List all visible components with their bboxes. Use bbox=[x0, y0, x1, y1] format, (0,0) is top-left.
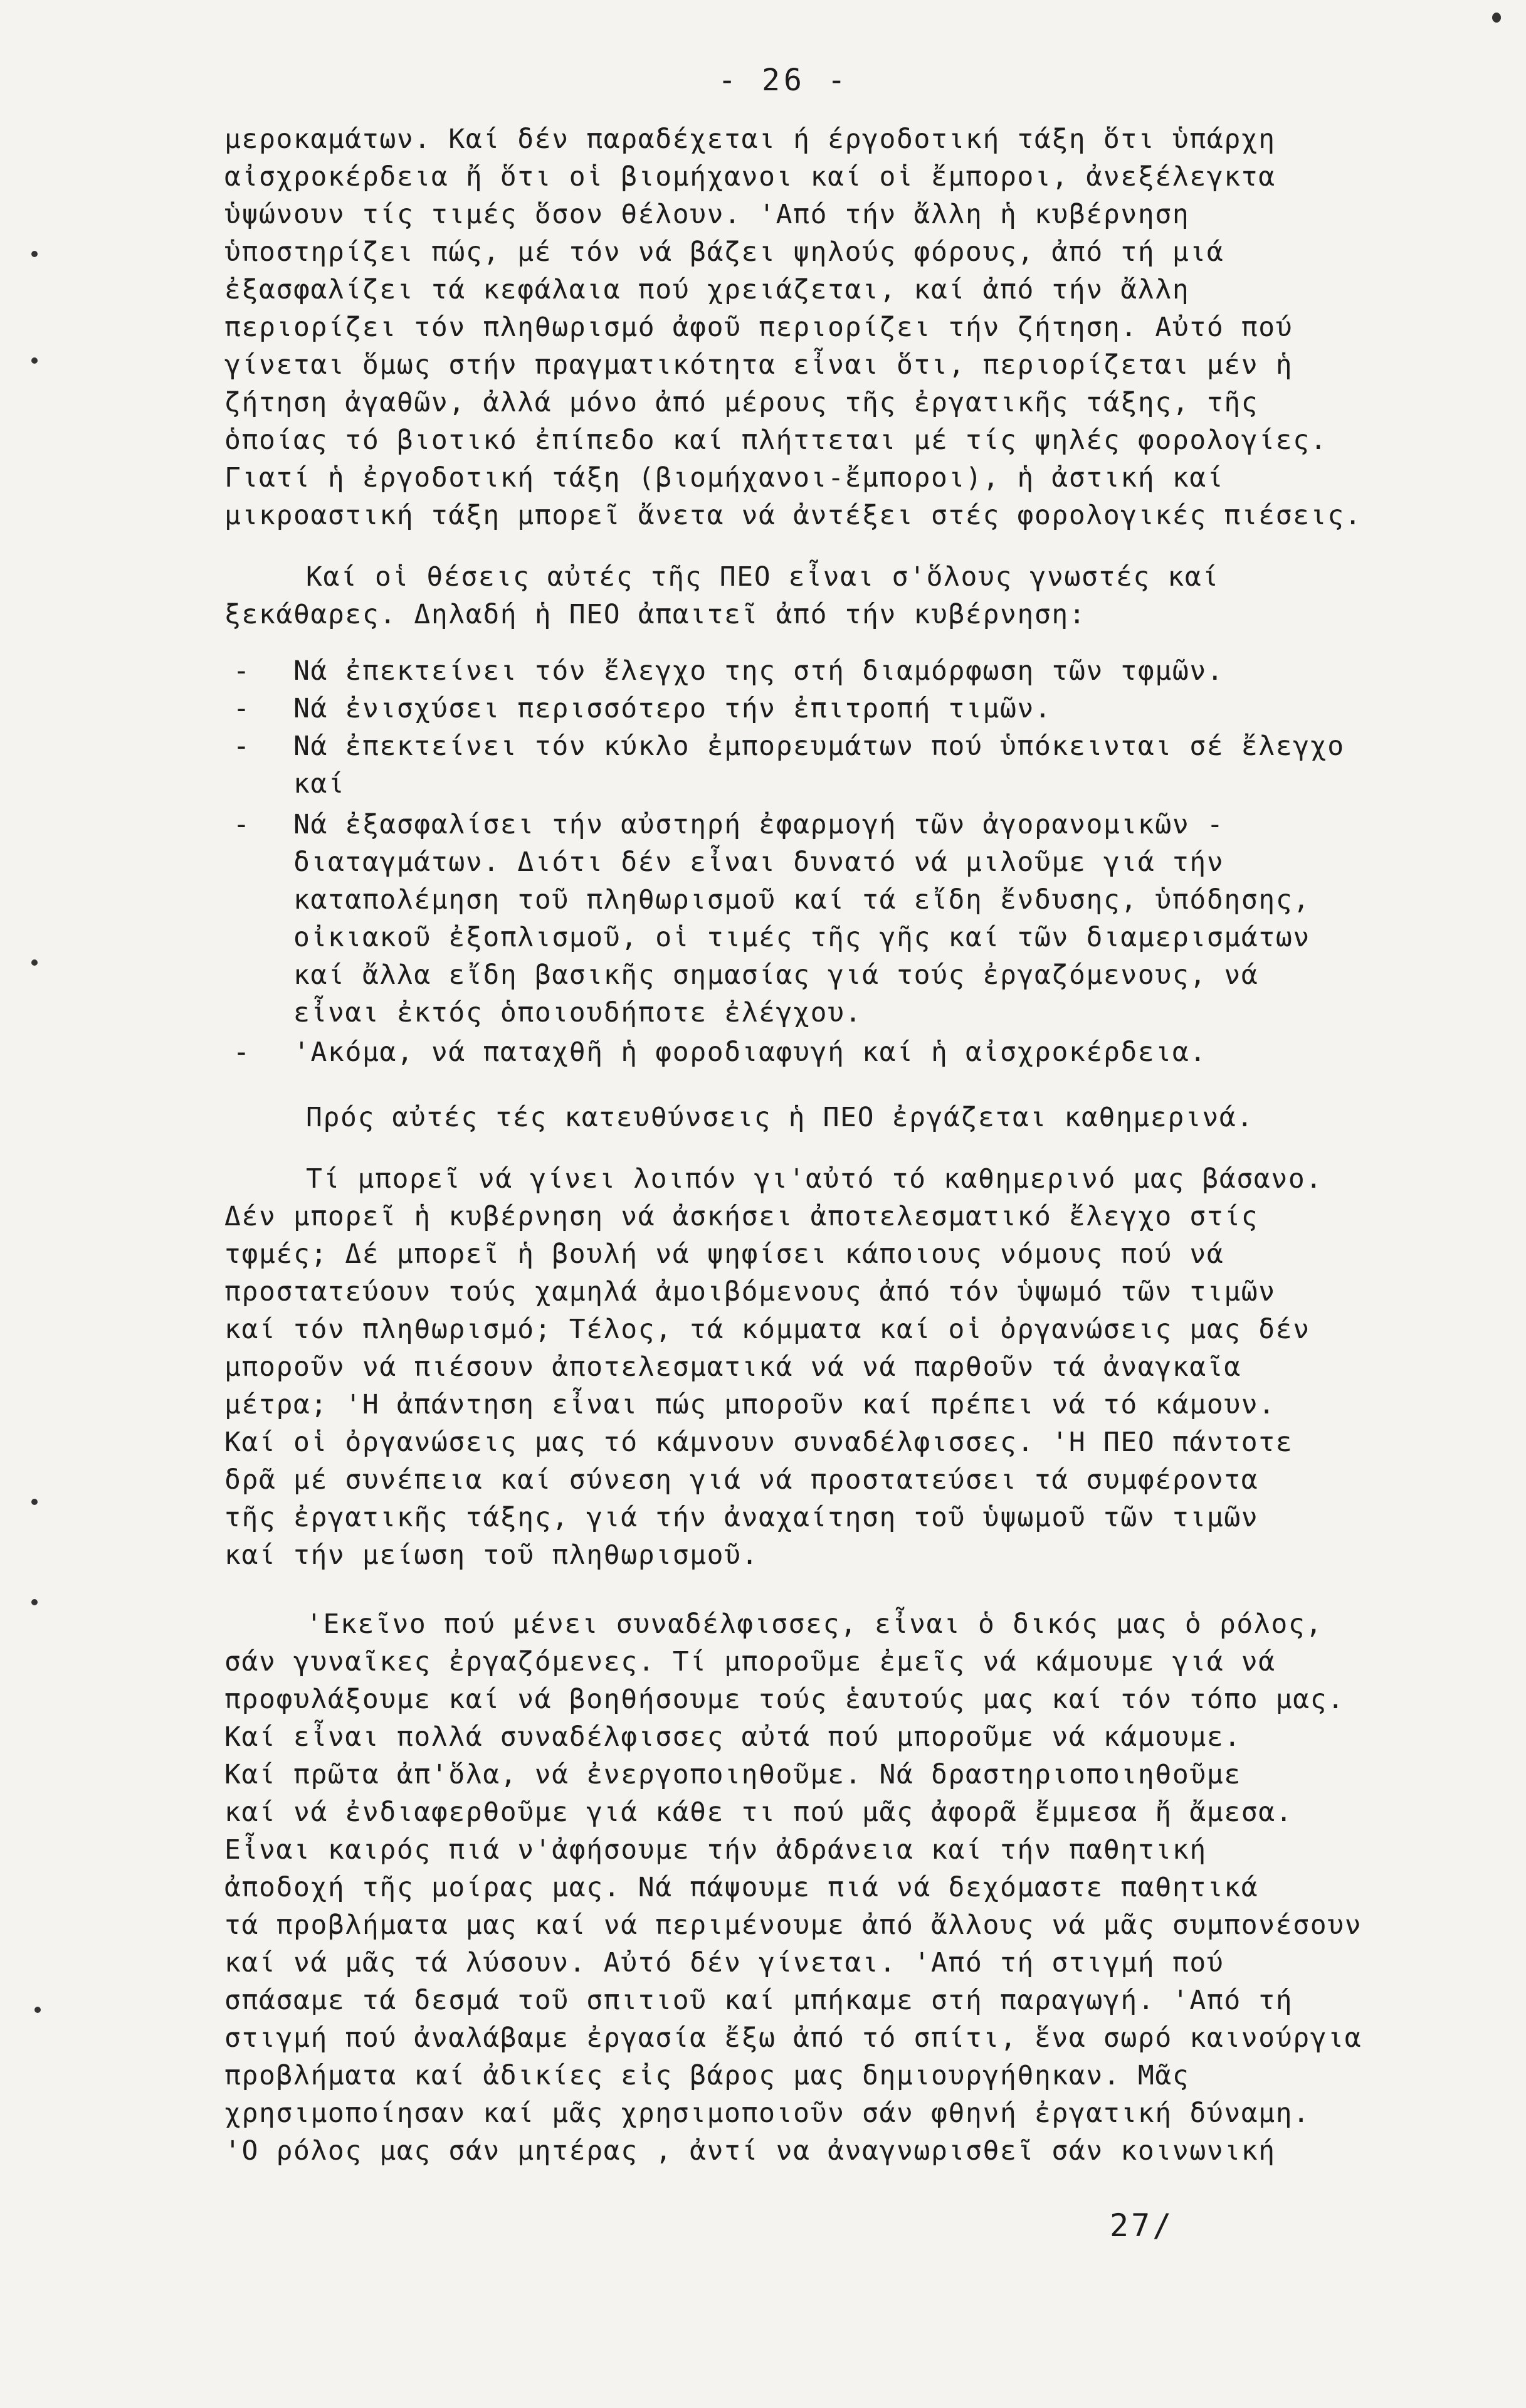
text-line: προβλήματα καί ἀδικίες εἰς βάρος μας δημιουργήθηκαν. Μᾶς bbox=[224, 2060, 1190, 2091]
text-line: ὑποστηρίζει πώς, μέ τόν νά βάζει ψηλούς φόρους, ἀπό τή μιά bbox=[224, 236, 1224, 268]
text-line: ὑψώνουν τίς τιμές ὅσον θέλουν. 'Από τήν ἄλλη ἡ κυβέρνηση bbox=[224, 199, 1190, 230]
list-dash: - bbox=[233, 808, 250, 840]
text-line: αἰσχροκέρδεια ἤ ὅτι οἱ βιομήχανοι καί οἱ ἔμποροι, ἀνεξέλεγκτα bbox=[224, 161, 1276, 193]
list-item-text: 'Ακόμα, νά παταχθῆ ἡ φοροδιαφυγή καί ἡ αἰσχροκέρδεια. bbox=[293, 1037, 1207, 1068]
text-line: περιορίζει τόν πληθωρισμό ἀφοῦ περιορίζει τήν ζήτηση. Αὐτό πού bbox=[224, 312, 1293, 343]
scan-dot bbox=[31, 357, 38, 364]
text-line: 'Ο ρόλος μας σάν μητέρας , ἀντί να ἀναγνωρισθεῖ σάν κοινωνική bbox=[224, 2135, 1276, 2167]
text-line: Καί οἱ ὀργανώσεις μας τό κάμνουν συναδέλφισσες. 'Η ΠΕΟ πάντοτε bbox=[224, 1427, 1293, 1458]
text-line: τφμές; Δέ μπορεῖ ἡ βουλή νά ψηφίσει κάποιους νόμους πού νά bbox=[224, 1238, 1224, 1270]
text-line: σάν γυναῖκες ἐργαζόμενες. Τί μποροῦμε ἐμεῖς νά κάμουμε γιά νά bbox=[224, 1646, 1276, 1677]
scan-dot bbox=[31, 1599, 38, 1605]
text-line: Τί μπορεῖ νά γίνει λοιπόν γι'αὐτό τό καθημερινό μας βάσανο. bbox=[306, 1163, 1323, 1195]
text-line: προστατεύουν τούς χαμηλά ἀμοιβόμενους ἀπό τόν ὑψωμό τῶν τιμῶν bbox=[224, 1276, 1276, 1307]
scan-dot bbox=[31, 959, 38, 966]
scan-dot bbox=[31, 251, 38, 257]
text-line: ὁποίας τό βιοτικό ἐπίπεδο καί πλήττεται μέ τίς ψηλές φορολογίες. bbox=[224, 425, 1328, 456]
text-line: μικροαστική τάξη μπορεῖ ἄνετα νά ἀντέξει στές φορολογικές πιέσεις. bbox=[224, 500, 1362, 531]
list-dash: - bbox=[233, 655, 250, 687]
text-line: Εἶναι καιρός πιά ν'ἀφήσουμε τήν ἀδράνεια καί τήν παθητική bbox=[224, 1834, 1207, 1866]
list-item-text: καί bbox=[293, 768, 345, 800]
scan-dot bbox=[34, 2007, 41, 2013]
text-line: στιγμή πού ἀναλάβαμε ἐργασία ἔξω ἀπό τό σπίτι, ἕνα σωρό καινούργια bbox=[224, 2022, 1362, 2054]
text-line: Καί πρῶτα ἀπ'ὅλα, νά ἐνεργοποιηθοῦμε. Νά δραστηριοποιηθοῦμε bbox=[224, 1759, 1241, 1790]
text-line: ἐξασφαλίζει τά κεφάλαια πού χρειάζεται, καί ἀπό τήν ἄλλη bbox=[224, 274, 1190, 305]
text-line: Καί οἱ θέσεις αὐτές τῆς ΠΕΟ εἶναι σ'ὅλους γνωστές καί bbox=[306, 561, 1219, 593]
text-line: τῆς ἐργατικῆς τάξης, γιά τήν ἀναχαίτηση τοῦ ὑψωμοῦ τῶν τιμῶν bbox=[224, 1502, 1259, 1533]
list-item-text: Νά ἐπεκτείνει τόν ἔλεγχο της στή διαμόρφωση τῶν τφμῶν. bbox=[293, 655, 1224, 687]
list-item-text: οἰκιακοῦ ἐξοπλισμοῦ, οἱ τιμές τῆς γῆς καί τῶν διαμερισμάτων bbox=[293, 922, 1310, 953]
text-line: ξεκάθαρες. Δηλαδή ἡ ΠΕΟ ἀπαιτεῖ ἀπό τήν κυβέρνηση: bbox=[224, 599, 1087, 630]
text-line: χρησιμοποίησαν καί μᾶς χρησιμοποιοῦν σάν φθηνή ἐργατική δύναμη. bbox=[224, 2098, 1310, 2129]
list-dash: - bbox=[233, 1036, 250, 1068]
text-line: ἀποδοχή τῆς μοίρας μας. Νά πάψουμε πιά νά δεχόμαστε παθητικά bbox=[224, 1872, 1259, 1903]
text-line: Δέν μπορεῖ ἡ κυβέρνηση νά ἀσκήσει ἀποτελεσματικό ἔλεγχο στίς bbox=[224, 1201, 1259, 1232]
text-line: Καί εἶναι πολλά συναδέλφισσες αὐτά πού μποροῦμε νά κάμουμε. bbox=[224, 1721, 1241, 1753]
list-dash: - bbox=[233, 730, 250, 762]
text-line: καί τήν μείωση τοῦ πληθωρισμοῦ. bbox=[224, 1539, 759, 1571]
list-item-text: εἶναι ἐκτός ὁποιουδήποτε ἐλέγχου. bbox=[293, 997, 863, 1028]
list-dash: - bbox=[233, 692, 250, 724]
list-item-text: Νά ἐπεκτείνει τόν κύκλο ἐμπορευμάτων πού ὑπόκεινται σέ ἔλεγχο bbox=[293, 731, 1345, 762]
text-line: μεροκαμάτων. Καί δέν παραδέχεται ή έργοδοτική τάξη ὅτι ὑπάρχη bbox=[224, 124, 1276, 155]
text-line: μέτρα; 'Η ἀπάντηση εἶναι πώς μποροῦν καί πρέπει νά τό κάμουν. bbox=[224, 1389, 1276, 1420]
text-line: γίνεται ὅμως στήν πραγματικότητα εἶναι ὅτι, περιορίζεται μέν ἡ bbox=[224, 349, 1293, 381]
list-item-text: διαταγμάτων. Διότι δέν εἶναι δυνατό νά μιλοῦμε γιά τήν bbox=[293, 847, 1224, 878]
text-line: 'Εκεῖνο πού μένει συναδέλφισσες, εἶναι ὁ δικός μας ὁ ρόλος, bbox=[306, 1608, 1323, 1640]
scan-dot bbox=[31, 1499, 38, 1505]
text-line: Γιατί ἡ ἐργοδοτική τάξη (βιομήχανοι-ἔμποροι), ἡ ἀστική καί bbox=[224, 462, 1224, 494]
text-line: καί νά μᾶς τά λύσουν. Αὐτό δέν γίνεται. 'Από τή στιγμή πού bbox=[224, 1947, 1224, 1978]
text-line: ζήτηση ἀγαθῶν, ἀλλά μόνο ἀπό μέρους τῆς ἐργατικῆς τάξης, τῆς bbox=[224, 387, 1259, 418]
list-item-text: Νά ἐνισχύσει περισσότερο τήν ἐπιτροπή τιμῶν. bbox=[293, 693, 1052, 724]
text-line: δρᾶ μέ συνέπεια καί σύνεση γιά νά προστατεύσει τά συμφέροντα bbox=[224, 1464, 1259, 1496]
paragraph-3: Πρός αὐτές τές κατευθύνσεις ἡ ΠΕΟ ἐργάζεται καθημερινά. bbox=[306, 1102, 1254, 1133]
page-number: - 26 - bbox=[718, 63, 850, 98]
text-line: σπάσαμε τά δεσμά τοῦ σπιτιοῦ καί μπήκαμε στή παραγωγή. 'Από τή bbox=[224, 1985, 1293, 2016]
text-line: καί τόν πληθωρισμό; Τέλος, τά κόμματα καί οἱ ὀργανώσεις μας δέν bbox=[224, 1314, 1310, 1345]
text-line: καί νά ἐνδιαφερθοῦμε γιά κάθε τι πού μᾶς ἀφορᾶ ἔμμεσα ἤ ἄμεσα. bbox=[224, 1797, 1293, 1828]
text-line: τά προβλήματα μας καί νά περιμένουμε ἀπό ἄλλους νά μᾶς συμπονέσουν bbox=[224, 1909, 1362, 1941]
list-item-text: καί ἄλλα εἴδη βασικῆς σημασίας γιά τούς ἐργαζόμενους, νά bbox=[293, 959, 1259, 991]
list-item-text: καταπολέμηση τοῦ πληθωρισμοῦ καί τά εἴδη ἔνδυσης, ὑπόδησης, bbox=[293, 884, 1310, 916]
continuation-page-ref: 27/ bbox=[1110, 2207, 1174, 2244]
text-line: προφυλάξουμε καί νά βοηθήσουμε τούς ἑαυτούς μας καί τόν τόπο μας. bbox=[224, 1684, 1345, 1715]
text-line: μποροῦν νά πιέσουν ἀποτελεσματικά νά νά παρθοῦν τά ἀναγκαῖα bbox=[224, 1351, 1241, 1383]
list-item-text: Νά ἐξασφαλίσει τήν αὐστηρή ἐφαρμογή τῶν ἀγορανομικῶν - bbox=[293, 809, 1224, 840]
scan-dot bbox=[1492, 13, 1501, 23]
